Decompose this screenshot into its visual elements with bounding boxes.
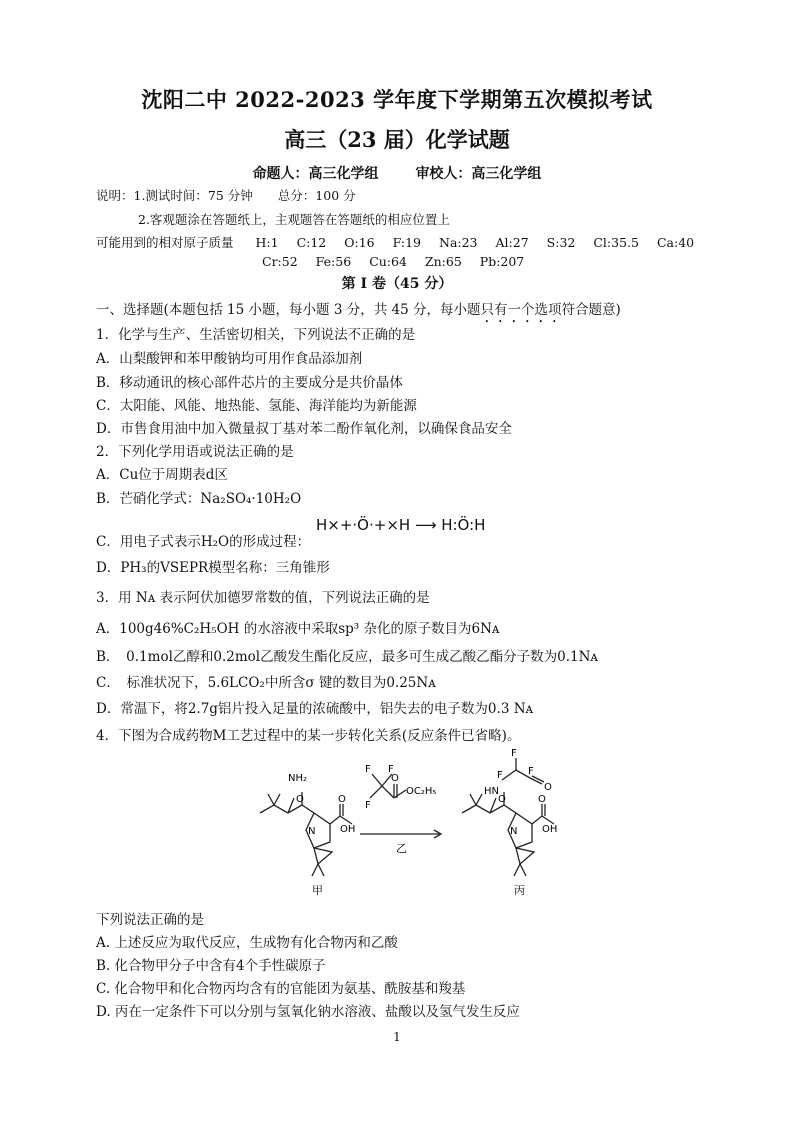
q1-option-c: C．太阳能、风能、地热能、氢能、海洋能均为新能源 <box>96 398 417 414</box>
product-trifluoroacetyl-oxygen: O <box>544 782 552 793</box>
note-line-1: 说明：1.测试时间：75 分钟 总分：100 分 <box>96 188 356 203</box>
q1-option-b: B．移动通讯的核心部件芯片的主要成分是共价晶体 <box>96 375 403 391</box>
q4-prompt: 下列说法正确的是 <box>96 912 204 928</box>
reaction-scheme <box>240 748 570 908</box>
q4-option-a: A. 上述反应为取代反应，生成物有化合物丙和乙酸 <box>96 935 398 951</box>
reagent-carbonyl-oxygen: O <box>391 773 399 784</box>
q3-option-a: A．100g46%C₂H₅OH 的水溶液中采取sp³ 杂化的原子数目为6Nᴀ <box>96 621 500 637</box>
atom-mass: Cu:64 <box>369 254 407 269</box>
reactant-hydroxyl-label: OH <box>340 824 356 835</box>
q3-option-d: D．常温下，将2.7g铝片投入足量的浓硫酸中，铝失去的电子数为0.3 Nᴀ <box>96 701 534 717</box>
part-title: 第 I 卷（45 分） <box>341 276 453 292</box>
author: 命题人：高三化学组 <box>252 166 379 182</box>
q3-option-c: C． 标准状况下，5.6LCO₂中所含σ 键的数目为0.25Nᴀ <box>96 675 436 691</box>
q3-option-b: B． 0.1mol乙醇和0.2mol乙酸发生酯化反应，最多可生成乙酸乙酯分子数为0.1Nᴀ <box>96 649 599 665</box>
atomic-masses-row-1 <box>96 233 694 251</box>
reagent-ethoxy-label: OC₂H₅ <box>406 786 437 797</box>
atom-mass: Cr:52 <box>262 254 298 269</box>
atomic-masses-label: 可能用到的相对原子质量 <box>96 235 234 250</box>
q3-stem: 3．用 Nᴀ 表示阿伏加德罗常数的值，下列说法正确的是 <box>96 590 430 606</box>
instruction-prefix: 一、选择题(本题包括 15 小题，每小题 3 分，共 45 分，每小题 <box>96 302 481 318</box>
q2-option-b <box>96 487 301 507</box>
reagent-label: 乙 <box>396 842 407 855</box>
atom-mass: Al:27 <box>495 235 529 250</box>
product-amide-oxygen: O <box>498 794 506 805</box>
reactant-amide-oxygen: O <box>296 794 304 805</box>
authors-line <box>0 163 794 183</box>
product-hydroxyl-label: OH <box>542 824 558 835</box>
atom-mass: S:32 <box>546 235 576 250</box>
atom-mass: Cl:35.5 <box>593 235 639 250</box>
q4-option-c: C. 化合物甲和化合物丙均含有的官能团为氨基、酰胺基和羧基 <box>96 981 466 997</box>
reagent-fluorine-2: F <box>388 764 394 775</box>
exam-title: 沈阳二中 2022-2023 学年度下学期第五次模拟考试 <box>141 87 653 112</box>
reactant-carbonyl-oxygen: O <box>338 794 346 805</box>
atom-mass: H:1 <box>255 235 279 250</box>
instruction-suffix: 符合题意) <box>561 302 621 318</box>
q1-stem: 1．化学与生产、生活密切相关，下列说法不正确的是 <box>96 327 416 343</box>
atom-mass: Zn:65 <box>424 254 462 269</box>
q2-stem: 2．下列化学用语或说法正确的是 <box>96 444 294 460</box>
product-fluorine-2: F <box>497 770 503 781</box>
q4-option-b: B. 化合物甲分子中含有4个手性碳原子 <box>96 958 326 974</box>
atom-mass: Pb:207 <box>479 254 525 269</box>
product-fluorine-3: F <box>528 766 534 777</box>
reagent-fluorine-1: F <box>365 764 371 775</box>
reactant-amine-label: NH₂ <box>288 773 308 784</box>
instruction-emphasis: 只有一个选项 <box>480 302 562 318</box>
reviewer: 审校人：高三化学组 <box>415 166 542 182</box>
q1-option-d: D．市售食用油中加入微量叔丁基对苯二酚作氧化剂，以确保食品安全 <box>96 421 512 437</box>
reactant-label: 甲 <box>312 884 323 897</box>
product-nitrogen-label: N <box>510 826 518 837</box>
reactant-nitrogen-label: N <box>308 826 316 837</box>
electron-dot-formation-diagram: H×+·Ö·+×H ⟶ H:Ö:H <box>316 516 486 534</box>
atom-mass: Na:23 <box>439 235 478 250</box>
reagent-fluorine-3: F <box>365 800 371 811</box>
q2-option-d: D．PH₃的VSEPR模型名称：三角锥形 <box>96 560 330 576</box>
atom-mass: C:12 <box>296 235 327 250</box>
section-instruction <box>96 298 621 326</box>
q4-stem: 4．下图为合成药物M工艺过程中的某一步转化关系(反应条件已省略)。 <box>96 728 521 744</box>
atom-mass: Fe:56 <box>315 254 352 269</box>
page-number: 1 <box>393 1030 401 1044</box>
q2-option-a: A．Cu位于周期表d区 <box>96 467 228 483</box>
q2-option-c: C．用电子式表示H₂O的形成过程： <box>96 534 311 550</box>
product-label: 丙 <box>514 884 525 897</box>
product-amide-nh-label: HN <box>484 786 499 797</box>
q2-option-b-formula: Na₂SO₄·10H₂O <box>200 491 302 507</box>
atomic-masses-row-2 <box>262 254 542 269</box>
atom-mass: F:19 <box>392 235 421 250</box>
exam-subtitle: 高三（23 届）化学试题 <box>284 127 510 152</box>
q2-option-b-label: B．芒硝化学式： <box>96 491 201 507</box>
product-fluorine-1: F <box>511 748 517 759</box>
product-carbonyl-oxygen: O <box>538 794 546 805</box>
atom-mass: Ca:40 <box>656 235 695 250</box>
q1-option-a: A．山梨酸钾和苯甲酸钠均可用作食品添加剂 <box>96 351 363 367</box>
note-line-2: 2.客观题涂在答题纸上，主观题答在答题纸的相应位置上 <box>138 212 450 227</box>
q4-option-d: D. 丙在一定条件下可以分别与氢氧化钠水溶液、盐酸以及氢气发生反应 <box>96 1004 520 1020</box>
atom-mass: O:16 <box>344 235 375 250</box>
